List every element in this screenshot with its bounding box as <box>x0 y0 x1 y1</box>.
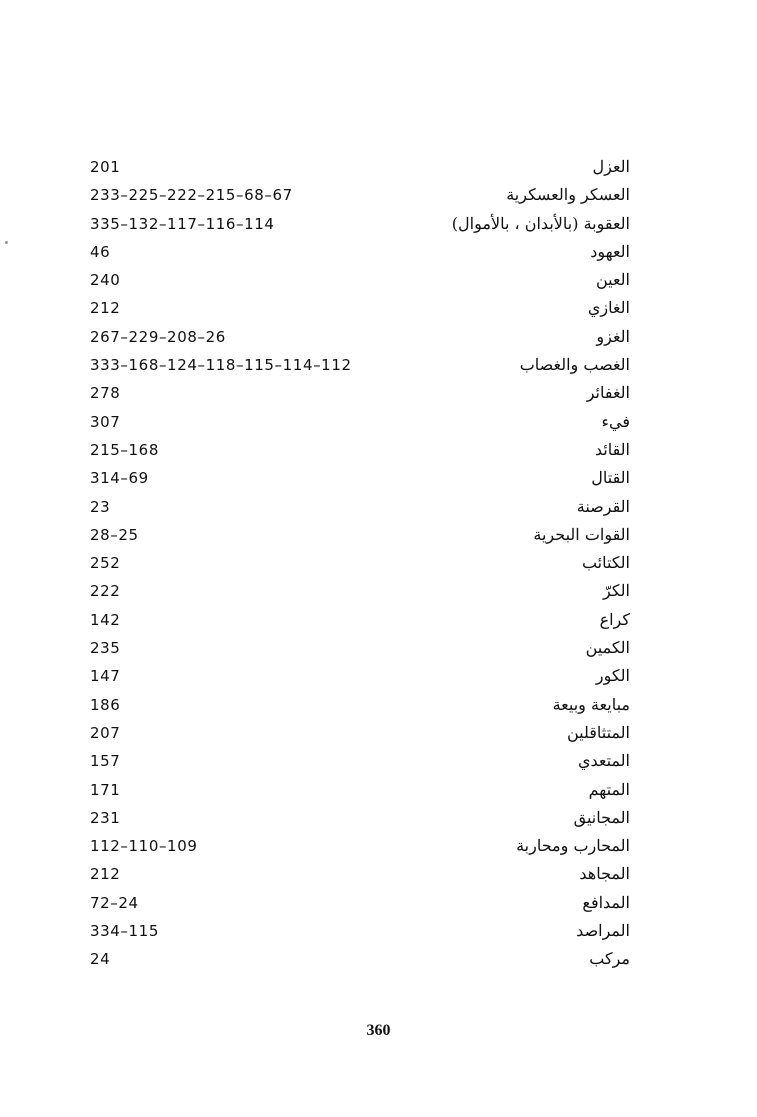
entry-pages: 157 <box>90 752 121 771</box>
entry-pages: 335–132–117–116–114 <box>90 214 275 233</box>
entry-term: القتال <box>591 468 630 488</box>
entry-term: المجاهد <box>579 864 630 884</box>
entry-pages: 252 <box>90 554 121 573</box>
index-entry <box>90 380 630 408</box>
entry-term: المجانيق <box>573 807 630 827</box>
entry-pages: 333–168–124–118–115–114–112 <box>90 356 352 375</box>
entry-term: القرصنة <box>576 496 630 516</box>
index-entry <box>90 154 630 182</box>
entry-term: المتعدي <box>577 751 630 771</box>
entry-term: فيء <box>601 411 630 431</box>
entry-term: الغفائر <box>586 383 630 403</box>
index-entry <box>90 663 630 691</box>
index-entry <box>90 352 630 380</box>
index-entry <box>90 465 630 493</box>
entry-pages: 28–25 <box>90 525 139 544</box>
page-number: 360 <box>366 1022 391 1039</box>
entry-pages: 46 <box>90 242 111 261</box>
entry-term: الكرّ <box>603 581 630 601</box>
entry-term: المحارب ومحاربة <box>516 836 630 856</box>
index-entry <box>90 918 630 946</box>
index-entry <box>90 409 630 437</box>
entry-term: العهود <box>590 241 630 261</box>
entry-pages: 112–110–109 <box>90 837 198 856</box>
entry-pages: 215–168 <box>90 440 159 459</box>
index-entry <box>90 494 630 522</box>
entry-pages: 171 <box>90 780 121 799</box>
entry-pages: 201 <box>90 158 121 176</box>
entry-term: الغزو <box>596 326 630 346</box>
entry-term: المتهم <box>588 779 630 799</box>
index-entry <box>90 748 630 776</box>
entry-term: كراع <box>599 609 630 629</box>
entry-pages: 23 <box>90 497 111 516</box>
entry-pages: 334–115 <box>90 922 159 941</box>
entry-pages: 212 <box>90 865 121 884</box>
entry-pages: 72–24 <box>90 893 139 912</box>
entry-term: القوات البحرية <box>533 524 630 544</box>
index-entry <box>90 239 630 267</box>
index-entry <box>90 550 630 578</box>
entry-pages: 235 <box>90 639 121 658</box>
index-entry <box>90 635 630 663</box>
entry-pages: 240 <box>90 271 121 290</box>
entry-pages: 212 <box>90 299 121 318</box>
entry-term: الغصب والغصاب <box>519 355 630 375</box>
index-entry <box>90 522 630 550</box>
index-entry <box>90 720 630 748</box>
entry-term: القائد <box>594 439 630 459</box>
entry-pages: 233–225–222–215–68–67 <box>90 186 293 205</box>
index-entry <box>90 777 630 805</box>
index-list <box>90 154 630 975</box>
index-entry <box>90 805 630 833</box>
entry-term: مركب <box>589 949 630 969</box>
entry-term: الكور <box>595 666 630 686</box>
entry-pages: 314–69 <box>90 469 149 488</box>
entry-pages: 307 <box>90 412 121 431</box>
entry-pages: 142 <box>90 610 121 629</box>
index-entry <box>90 182 630 210</box>
entry-pages: 24 <box>90 950 111 969</box>
index-entry <box>90 692 630 720</box>
entry-term: المراصد <box>576 921 630 941</box>
index-entry <box>90 890 630 918</box>
entry-term: الغازي <box>587 298 630 318</box>
entry-term: العين <box>595 270 630 290</box>
index-entry <box>90 946 630 974</box>
index-entry <box>90 833 630 861</box>
entry-pages: 278 <box>90 384 121 403</box>
entry-term: المدافع <box>582 892 630 912</box>
entry-term: مبايعة وبيعة <box>552 694 630 714</box>
index-entry <box>90 437 630 465</box>
index-entry <box>90 324 630 352</box>
index-entry <box>90 607 630 635</box>
index-entry <box>90 267 630 295</box>
entry-term: المتثاقلين <box>566 722 630 742</box>
entry-pages: 186 <box>90 695 121 714</box>
entry-term: الكتائب <box>581 553 630 573</box>
entry-pages: 207 <box>90 723 121 742</box>
entry-pages: 222 <box>90 582 121 601</box>
index-entry <box>90 295 630 323</box>
entry-term: العقوبة (بالأبدان ، بالأموال) <box>451 213 630 233</box>
entry-pages: 231 <box>90 808 121 827</box>
entry-pages: 267–229–208–26 <box>90 327 226 346</box>
index-entry <box>90 211 630 239</box>
entry-pages: 147 <box>90 667 121 686</box>
entry-term: العسكر والعسكرية <box>506 185 630 205</box>
entry-term: العزل <box>592 157 630 176</box>
index-entry <box>90 578 630 606</box>
entry-term: الكمين <box>585 638 630 658</box>
index-entry <box>90 861 630 889</box>
scan-speck <box>5 241 8 244</box>
